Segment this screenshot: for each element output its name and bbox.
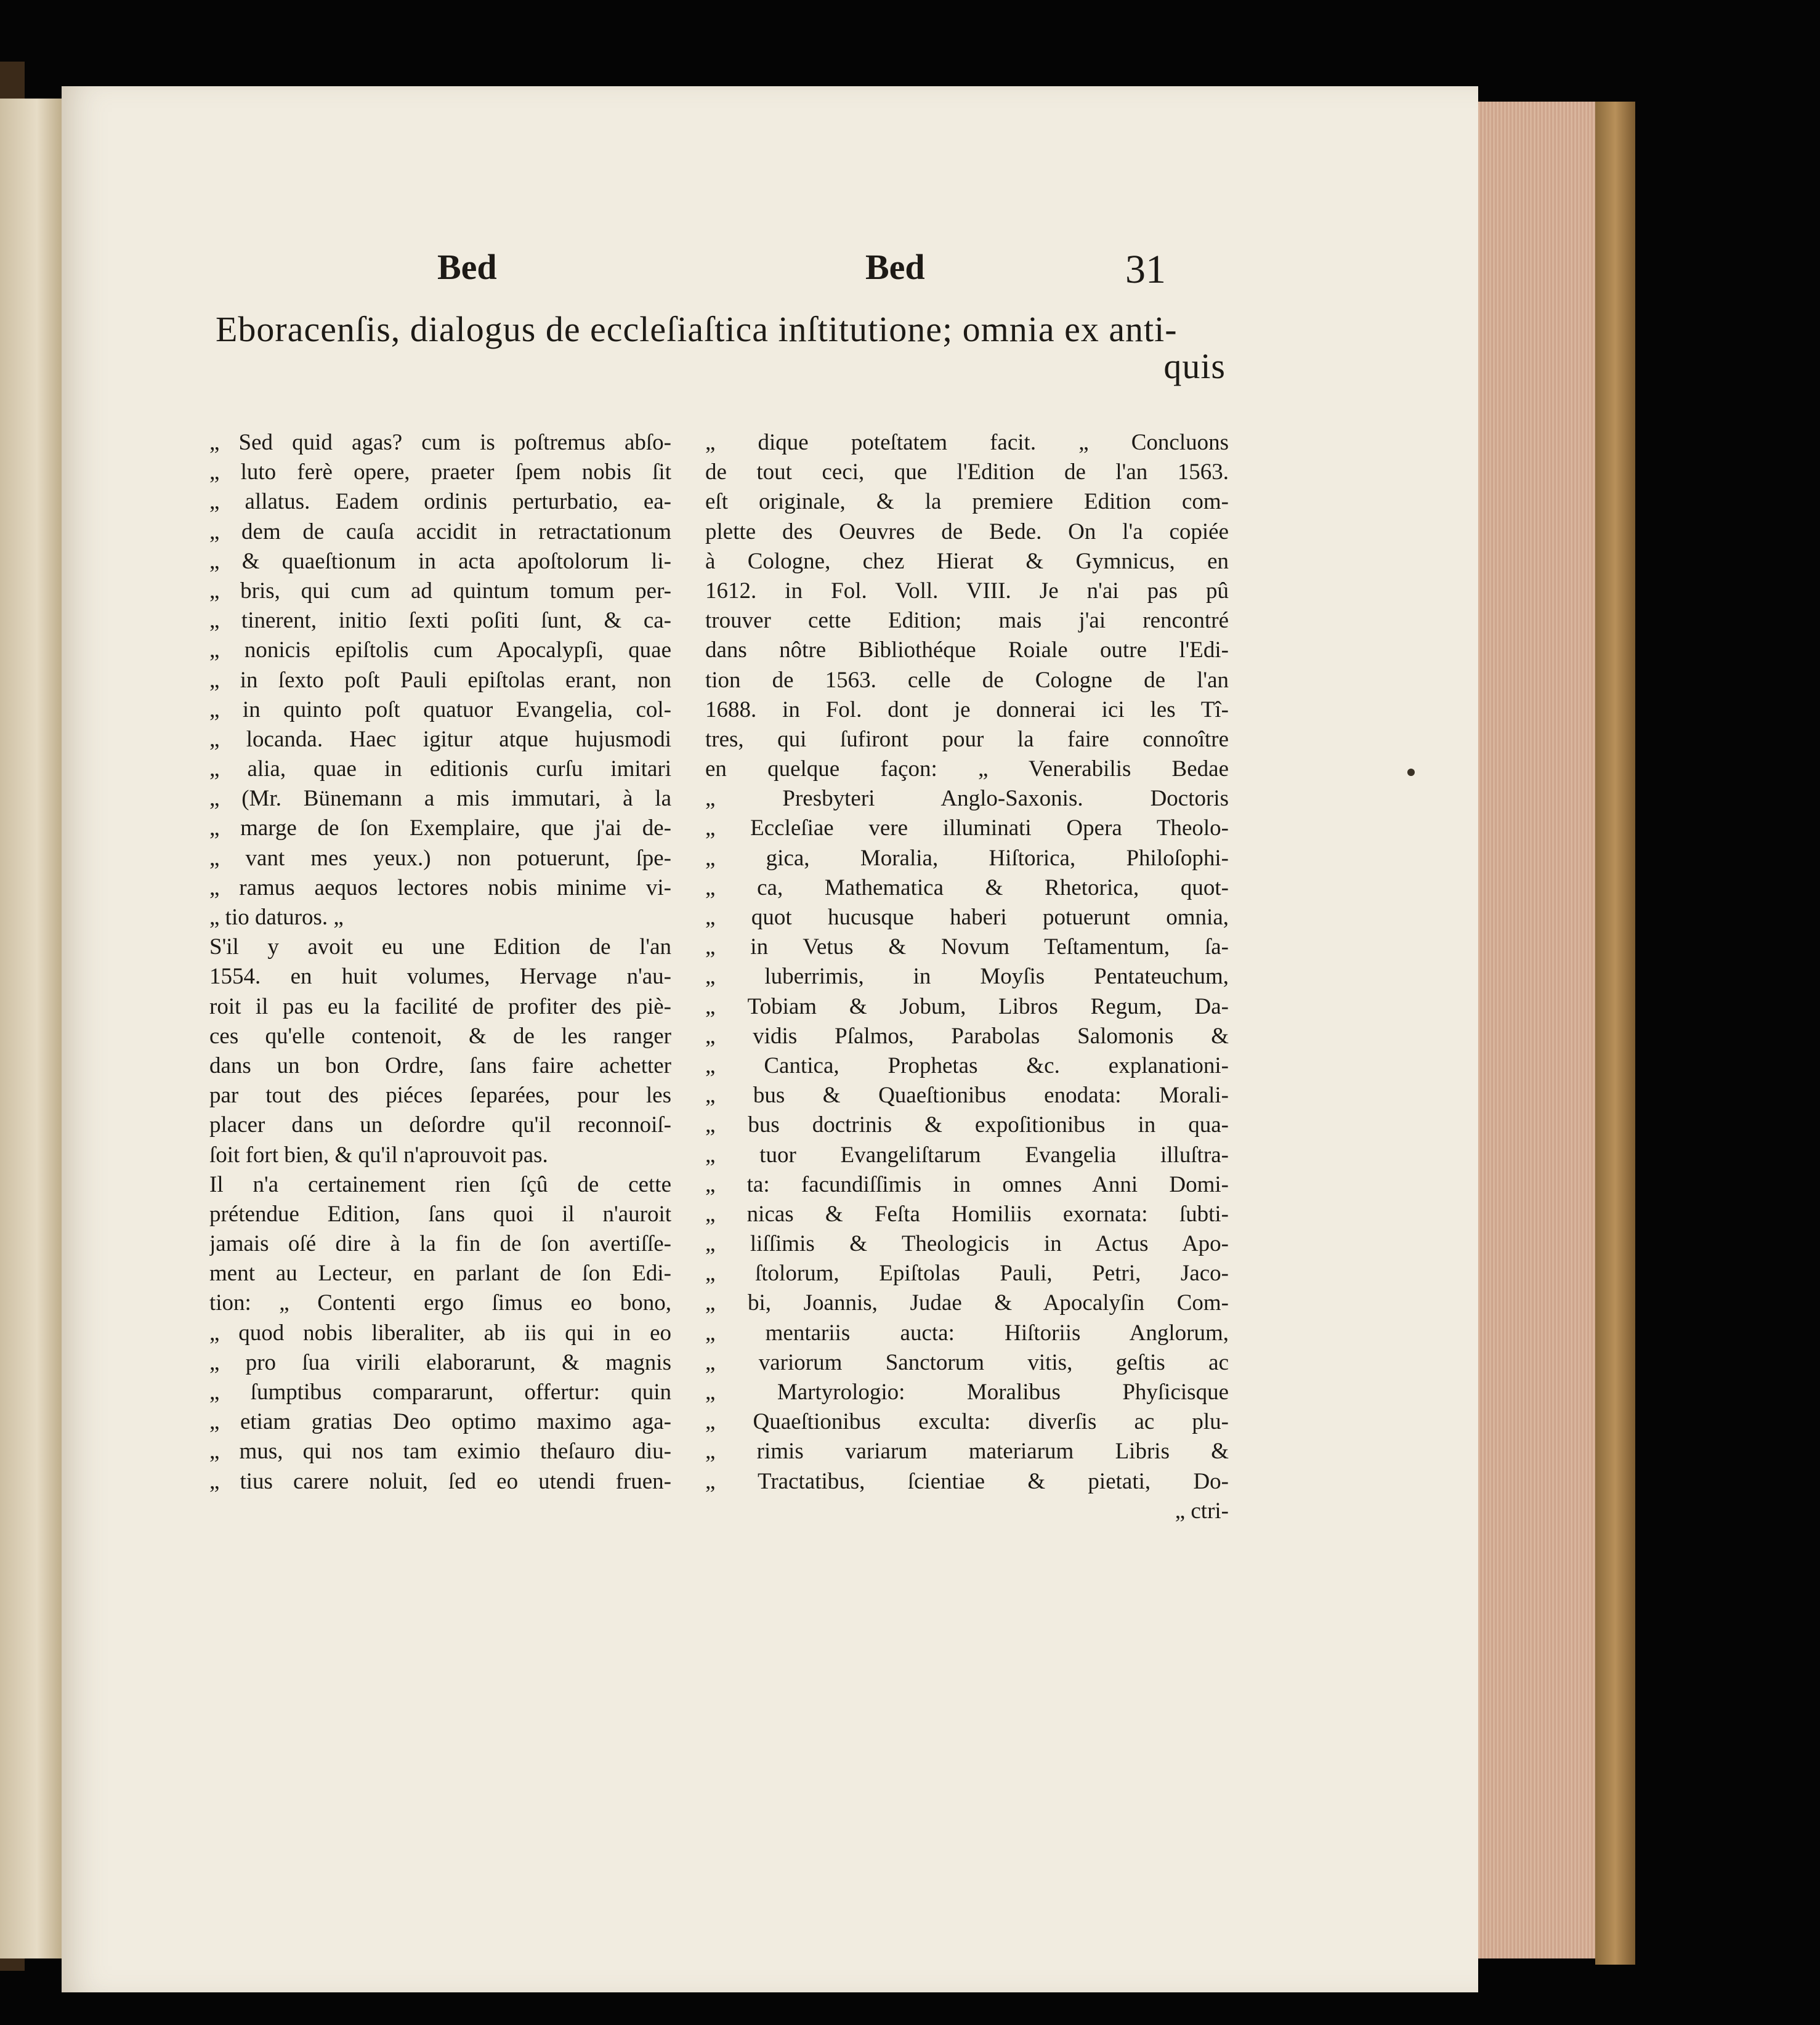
text-line: dans nôtre Bibliothéque Roiale outre l'Edi- bbox=[705, 637, 1229, 663]
text-line: „ Cantica, Prophetas &c. explanationi- bbox=[705, 1053, 1229, 1078]
headline-line: Eboracenſis, dialogus de eccleſiaſtica inſtitutione; omnia ex anti- bbox=[216, 309, 1178, 349]
text-line: „ mentariis aucta: Hiſtoriis Anglorum, bbox=[705, 1320, 1229, 1346]
right-column bbox=[705, 428, 1229, 1526]
text-line: „ ſtolorum, Epiſtolas Pauli, Petri, Jaco- bbox=[705, 1261, 1229, 1287]
text-line: „ luto ferè opere, praeter ſpem nobis ſit bbox=[209, 459, 671, 485]
text-line: „ tio daturos. „ bbox=[209, 905, 344, 930]
headline bbox=[216, 311, 1226, 385]
text-line: „ vant mes yeux.) non potuerunt, ſpe- bbox=[209, 845, 671, 871]
text-line: „ in Vetus & Novum Teſtamentum, ſa- bbox=[705, 934, 1229, 960]
text-line: „ bi, Joannis, Judae & Apocalyſin Com- bbox=[705, 1290, 1229, 1316]
text-line: ſoit fort bien, & qu'il n'aprouvoit pas. bbox=[209, 1142, 548, 1168]
text-line: de tout ceci, que l'Edition de l'an 1563. bbox=[705, 459, 1229, 485]
text-line: „ luberrimis, in Moyſis Pentateuchum, bbox=[705, 964, 1229, 990]
left-column bbox=[209, 428, 671, 1497]
text-line: „ Sed quid agas? cum is poſtremus abſo- bbox=[209, 430, 671, 455]
running-head bbox=[62, 246, 1478, 302]
text-line: „ ſumptibus compararunt, offertur: quin bbox=[209, 1380, 671, 1405]
text-line: „ in quinto poſt quatuor Evangelia, col- bbox=[209, 697, 671, 722]
text-line: à Cologne, chez Hierat & Gymnicus, en bbox=[705, 548, 1229, 574]
text-line: „ bris, qui cum ad quintum tomum per- bbox=[209, 578, 671, 604]
text-line: dans un bon Ordre, ſans faire achetter bbox=[209, 1053, 671, 1078]
ink-speck bbox=[1407, 769, 1415, 776]
text-line: „ Eccleſiae vere illuminati Opera Theolo- bbox=[705, 815, 1229, 841]
text-line: „ quod nobis liberaliter, ab iis qui in eo bbox=[209, 1320, 671, 1346]
text-line: ment au Lecteur, en parlant de ſon Edi- bbox=[209, 1261, 671, 1287]
text-line: S'il y avoit eu une Edition de l'an bbox=[209, 934, 671, 960]
text-line: Il n'a certainement rien ſçû de cette bbox=[209, 1171, 671, 1197]
text-line: „ etiam gratias Deo optimo maximo aga- bbox=[209, 1409, 671, 1435]
text-line: „ rimis variarum materiarum Libris & bbox=[705, 1439, 1229, 1465]
text-line: prétendue Edition, ſans quoi il n'auroit bbox=[209, 1201, 671, 1227]
text-line: „ ramus aequos lectores nobis minime vi- bbox=[209, 875, 671, 900]
text-line: „ dique poteſtatem facit. „ Concluons bbox=[705, 430, 1229, 455]
text-line: „ alia, quae in editionis curſu imitari bbox=[209, 756, 671, 782]
text-line: 1688. in Fol. dont je donnerai ici les Tî- bbox=[705, 697, 1229, 722]
text-line: „ locanda. Haec igitur atque hujusmodi bbox=[209, 726, 671, 752]
left-page-edge bbox=[0, 99, 62, 1958]
text-line: „ Tractatibus, ſcientiae & pietati, Do- bbox=[705, 1468, 1229, 1494]
text-line: roit il pas eu la facilité de profiter des piè- bbox=[209, 993, 671, 1019]
text-line: 1612. in Fol. Voll. VIII. Je n'ai pas pû bbox=[705, 578, 1229, 604]
text-line: tion: „ Contenti ergo ſimus eo bono, bbox=[209, 1290, 671, 1316]
book-cover-edge bbox=[1595, 102, 1635, 1965]
text-line: „ Martyrologio: Moralibus Phyſicisque bbox=[705, 1380, 1229, 1405]
text-line: jamais oſé dire à la fin de ſon avertiſſe- bbox=[209, 1231, 671, 1257]
text-line: „ nicas & Feſta Homiliis exornata: ſubti- bbox=[705, 1201, 1229, 1227]
text-line: „ ca, Mathematica & Rhetorica, quot- bbox=[705, 875, 1229, 900]
text-line: „ allatus. Eadem ordinis perturbatio, ea- bbox=[209, 489, 671, 515]
text-line: eſt originale, & la premiere Edition com- bbox=[705, 489, 1229, 515]
text-line: „ ta: facundiſſimis in omnes Anni Domi- bbox=[705, 1171, 1229, 1197]
text-line: „ pro ſua virili elaborarunt, & magnis bbox=[209, 1349, 671, 1375]
text-line: en quelque façon: „ Venerabilis Bedae bbox=[705, 756, 1229, 782]
text-line: „ Presbyteri Anglo-Saxonis. Doctoris bbox=[705, 786, 1229, 812]
headline-line: quis bbox=[1163, 346, 1226, 386]
text-line: „ (Mr. Bünemann a mis immutari, à la bbox=[209, 786, 671, 812]
running-head-left: Bed bbox=[437, 247, 497, 287]
text-line: „ tius carere noluit, ſed eo utendi fruen- bbox=[209, 1468, 671, 1494]
text-line: „ liſſimis & Theologicis in Actus Apo- bbox=[705, 1231, 1229, 1257]
text-line: „ tuor Evangeliſtarum Evangelia illuſtra- bbox=[705, 1142, 1229, 1168]
text-line: „ Tobiam & Jobum, Libros Regum, Da- bbox=[705, 993, 1229, 1019]
text-line: par tout des piéces ſeparées, pour les bbox=[209, 1083, 671, 1109]
text-line: placer dans un deſordre qu'il reconnoiſ- bbox=[209, 1112, 671, 1138]
text-line: tion de 1563. celle de Cologne de l'an bbox=[705, 667, 1229, 693]
text-line: „ Quaeſtionibus exculta: diverſis ac plu- bbox=[705, 1409, 1229, 1435]
text-line: „ gica, Moralia, Hiſtorica, Philoſophi- bbox=[705, 845, 1229, 871]
text-line: „ bus & Quaeſtionibus enodata: Morali- bbox=[705, 1083, 1229, 1109]
text-line: „ ctri- bbox=[1175, 1498, 1229, 1524]
text-line: tres, qui ſufiront pour la faire connoître bbox=[705, 726, 1229, 752]
running-head-center: Bed bbox=[865, 247, 925, 287]
text-line: „ marge de ſon Exemplaire, que j'ai de- bbox=[209, 815, 671, 841]
text-line: „ quot hucusque haberi potuerunt omnia, bbox=[705, 905, 1229, 930]
text-line: „ vidis Pſalmos, Parabolas Salomonis & bbox=[705, 1023, 1229, 1049]
text-line: 1554. en huit volumes, Hervage n'au- bbox=[209, 964, 671, 990]
text-line: „ in ſexto poſt Pauli epiſtolas erant, non bbox=[209, 667, 671, 693]
text-line: „ tinerent, initio ſexti poſiti ſunt, & ca- bbox=[209, 608, 671, 634]
text-line: „ & quaeſtionum in acta apoſtolorum li- bbox=[209, 548, 671, 574]
text-line: trouver cette Edition; mais j'ai rencontré bbox=[705, 608, 1229, 634]
text-line: „ nonicis epiſtolis cum Apocalypſi, quae bbox=[209, 637, 671, 663]
text-line: „ variorum Sanctorum vitis, geſtis ac bbox=[705, 1349, 1229, 1375]
book-page bbox=[62, 86, 1478, 1992]
text-line: „ mus, qui nos tam eximio theſauro diu- bbox=[209, 1439, 671, 1465]
text-line: plette des Oeuvres de Bede. On l'a copiée bbox=[705, 519, 1229, 544]
text-line: „ dem de cauſa accidit in retractationum bbox=[209, 519, 671, 544]
text-line: „ bus doctrinis & expoſitionibus in qua- bbox=[705, 1112, 1229, 1138]
page-number: 31 bbox=[1125, 247, 1166, 292]
text-line: ces qu'elle contenoit, & de les ranger bbox=[209, 1023, 671, 1049]
